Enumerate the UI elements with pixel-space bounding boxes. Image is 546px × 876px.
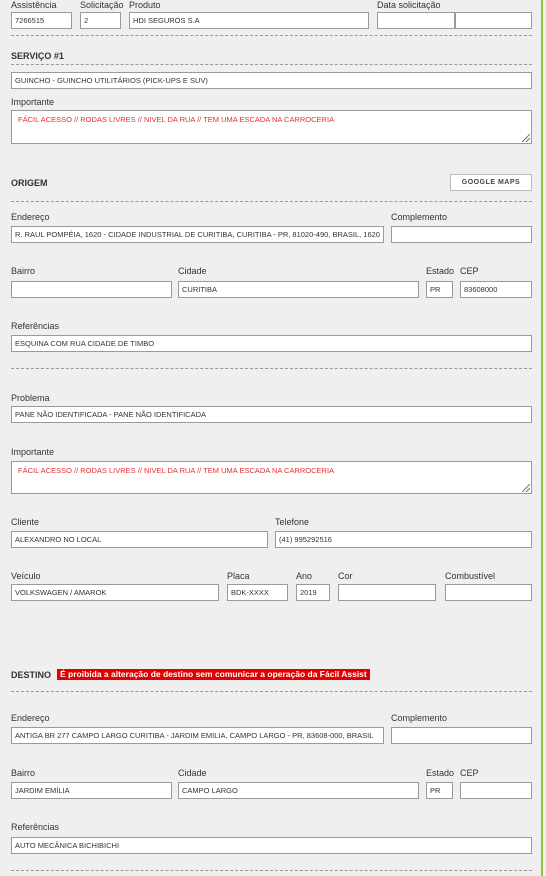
servico-tipo-field[interactable]: GUINCHO - GUINCHO UTILITÁRIOS (PICK-UPS E SUV) xyxy=(11,72,532,89)
divider xyxy=(11,64,532,65)
destino-cidade-field[interactable]: CAMPO LARGO xyxy=(178,782,419,799)
assistencia-field[interactable]: 7266515 xyxy=(11,12,72,29)
problema-importante-label: Importante xyxy=(11,447,55,457)
veiculo-field[interactable]: VOLKSWAGEN / AMAROK xyxy=(11,584,219,601)
problema-importante-text: FÁCIL ACESSO // RODAS LIVRES // NIVEL DA RUA // TEM UMA ESCADA NA CARROCERIA xyxy=(18,466,335,475)
cliente-field[interactable]: ALEXANDRO NO LOCAL xyxy=(11,531,268,548)
veiculo-label: Veículo xyxy=(11,571,41,581)
origem-bairro-label: Bairro xyxy=(11,266,36,276)
problema-label: Problema xyxy=(11,393,50,403)
origem-referencias-field[interactable]: ESQUINA COM RUA CIDADE DE TIMBO xyxy=(11,335,532,352)
destino-bairro-label: Bairro xyxy=(11,768,36,778)
destino-estado-field[interactable]: PR xyxy=(426,782,453,799)
placa-field[interactable]: BDK-XXXX xyxy=(227,584,288,601)
resize-grip-icon[interactable] xyxy=(522,134,530,142)
combustivel-field[interactable] xyxy=(445,584,532,601)
divider xyxy=(11,691,532,692)
origem-cep-field[interactable]: 83608000 xyxy=(460,281,532,298)
origem-title: ORIGEM xyxy=(11,178,48,188)
cliente-label: Cliente xyxy=(11,517,40,527)
servico-importante-text: FÁCIL ACESSO // RODAS LIVRES // NIVEL DA RUA // TEM UMA ESCADA NA CARROCERIA xyxy=(18,115,335,124)
origem-estado-label: Estado xyxy=(426,266,455,276)
google-maps-button[interactable]: GOOGLE MAPS xyxy=(450,174,532,191)
destino-cep-label: CEP xyxy=(460,768,479,778)
origem-endereco-label: Endereço xyxy=(11,212,50,222)
origem-cidade-label: Cidade xyxy=(178,266,207,276)
origem-cidade-field[interactable]: CURITIBA xyxy=(178,281,419,298)
servico-importante-textarea[interactable] xyxy=(11,110,532,144)
origem-bairro-field[interactable] xyxy=(11,281,172,298)
resize-grip-icon[interactable] xyxy=(522,484,530,492)
divider xyxy=(11,201,532,202)
destino-warning-badge: É proibida a alteração de destino sem comunicar a operação da Fácil Assist xyxy=(57,669,370,680)
produto-label: Produto xyxy=(129,0,161,10)
cor-label: Cor xyxy=(338,571,353,581)
telefone-label: Telefone xyxy=(275,517,310,527)
origem-cep-label: CEP xyxy=(460,266,479,276)
problema-field[interactable]: PANE NÃO IDENTIFICADA - PANE NÃO IDENTIFICADA xyxy=(11,406,532,423)
data-solicitacao-label: Data solicitação xyxy=(377,0,441,10)
solicitacao-label: Solicitação xyxy=(80,0,124,10)
produto-field[interactable]: HDI SEGUROS S.A xyxy=(129,12,369,29)
destino-complemento-field[interactable] xyxy=(391,727,532,744)
placa-label: Placa xyxy=(227,571,250,581)
origem-complemento-field[interactable] xyxy=(391,226,532,243)
origem-referencias-label: Referências xyxy=(11,321,60,331)
right-accent-bar xyxy=(541,0,543,876)
destino-endereco-field[interactable]: ANTIGA BR 277 CAMPO LARGO CURITIBA - JARDIM EMILIA, CAMPO LARGO - PR, 83608-000, BRASIL xyxy=(11,727,384,744)
cor-field[interactable] xyxy=(338,584,436,601)
combustivel-label: Combustível xyxy=(445,571,496,581)
destino-endereco-label: Endereço xyxy=(11,713,50,723)
telefone-field[interactable]: (41) 995292516 xyxy=(275,531,532,548)
problema-importante-textarea[interactable] xyxy=(11,461,532,494)
destino-complemento-label: Complemento xyxy=(391,713,448,723)
ano-field[interactable]: 2019 xyxy=(296,584,330,601)
data-solicitacao-field[interactable] xyxy=(377,12,455,29)
hora-solicitacao-field[interactable] xyxy=(455,12,532,29)
destino-referencias-label: Referências xyxy=(11,822,60,832)
divider xyxy=(11,368,532,369)
divider xyxy=(11,35,532,36)
destino-estado-label: Estado xyxy=(426,768,455,778)
destino-referencias-field[interactable]: AUTO MECÂNICA BICHIBICHI xyxy=(11,837,532,854)
destino-cep-field[interactable] xyxy=(460,782,532,799)
divider xyxy=(11,870,532,871)
origem-complemento-label: Complemento xyxy=(391,212,448,222)
servico-title: SERVIÇO #1 xyxy=(11,51,64,61)
origem-endereco-field[interactable]: R. RAUL POMPÉIA, 1620 - CIDADE INDUSTRIAL DE CURITIBA, CURITIBA - PR, 81020-490, BRASIL, 1620 xyxy=(11,226,384,243)
servico-importante-label: Importante xyxy=(11,97,55,107)
destino-cidade-label: Cidade xyxy=(178,768,207,778)
origem-estado-field[interactable]: PR xyxy=(426,281,453,298)
destino-title: DESTINO xyxy=(11,670,52,680)
ano-label: Ano xyxy=(296,571,313,581)
solicitacao-field[interactable]: 2 xyxy=(80,12,121,29)
assistencia-label: Assistência xyxy=(11,0,57,10)
destino-bairro-field[interactable]: JARDIM EMÍLIA xyxy=(11,782,172,799)
